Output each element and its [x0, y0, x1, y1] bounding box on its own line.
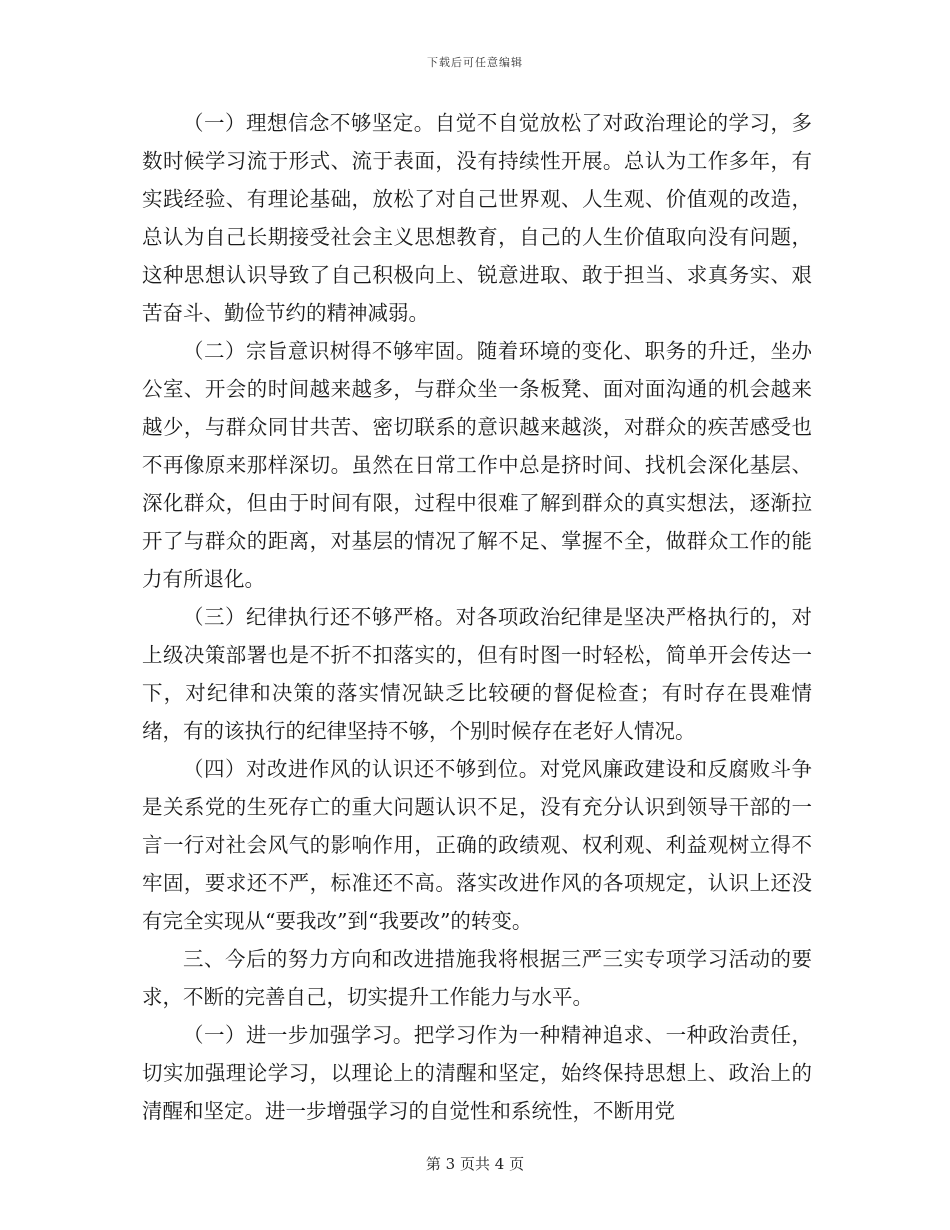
document-body — [142, 104, 812, 1130]
paragraph-strengthen-study: （一）进一步加强学习。把学习作为一种精神追求、一种政治责任，切实加强理论学习，以理论上的清醒和坚定，始终保持思想上、政治上的清醒和坚定。进一步增强学习的自觉性和系统性，不断用党 — [142, 1023, 812, 1123]
page-header-note: 下载后可任意编辑 — [427, 56, 523, 69]
paragraph-ideals-beliefs: （一）理想信念不够坚定。自觉不自觉放松了对政治理论的学习，多数时候学习流于形式、流于表面，没有持续性开展。总认为工作多年，有实践经验、有理论基础，放松了对自己世界观、人生观、价值观的改造，总认为自己长期接受社会主义思想教育，自己的人生价值取向没有问题，这种思想认识导致了自己积极向上、锐意进取、敢于担当、求真务实、艰苦奋斗、勤俭节约的精神减弱。 — [142, 111, 812, 325]
paragraph-work-style: （四）对改进作风的认识还不够到位。对党风廉政建设和反腐败斗争是关系党的生死存亡的重大问题认识不足，没有充分认识到领导干部的一言一行对社会风气的影响作用，正确的政绩观、权利观、利益观树立得不牢固，要求还不严，标准还不高。落实改进作风的各项规定，认识上还没有完全实现从“要我改”到“我要改”的转变。 — [142, 757, 812, 933]
paragraph-discipline-execution: （三）纪律执行还不够严格。对各项政治纪律是坚决严格执行的，对上级决策部署也是不折不扣落实的，但有时图一时轻松，简单开会传达一下，对纪律和决策的落实情况缺乏比较硬的督促检查；有时存在畏难情绪，有的该执行的纪律坚持不够，个别时候存在老好人情况。 — [142, 605, 812, 743]
page-number-footer: 第 3 页共 4 页 — [425, 1155, 525, 1173]
paragraph-section-three-heading: 三、今后的努力方向和改进措施我将根据三严三实专项学习活动的要求，不断的完善自己，切实提升工作能力与水平。 — [142, 947, 812, 1009]
paragraph-purpose-awareness: （二）宗旨意识树得不够牢固。随着环境的变化、职务的升迁，坐办公室、开会的时间越来越多，与群众坐一条板凳、面对面沟通的机会越来越少，与群众同甘共苦、密切联系的意识越来越淡，对群众的疾苦感受也不再像原来那样深切。虽然在日常工作中总是挤时间、找机会深化基层、深化群众，但由于时间有限，过程中很难了解到群众的真实想法，逐渐拉开了与群众的距离，对基层的情况了解不足、掌握不全，做群众工作的能力有所退化。 — [142, 339, 812, 591]
